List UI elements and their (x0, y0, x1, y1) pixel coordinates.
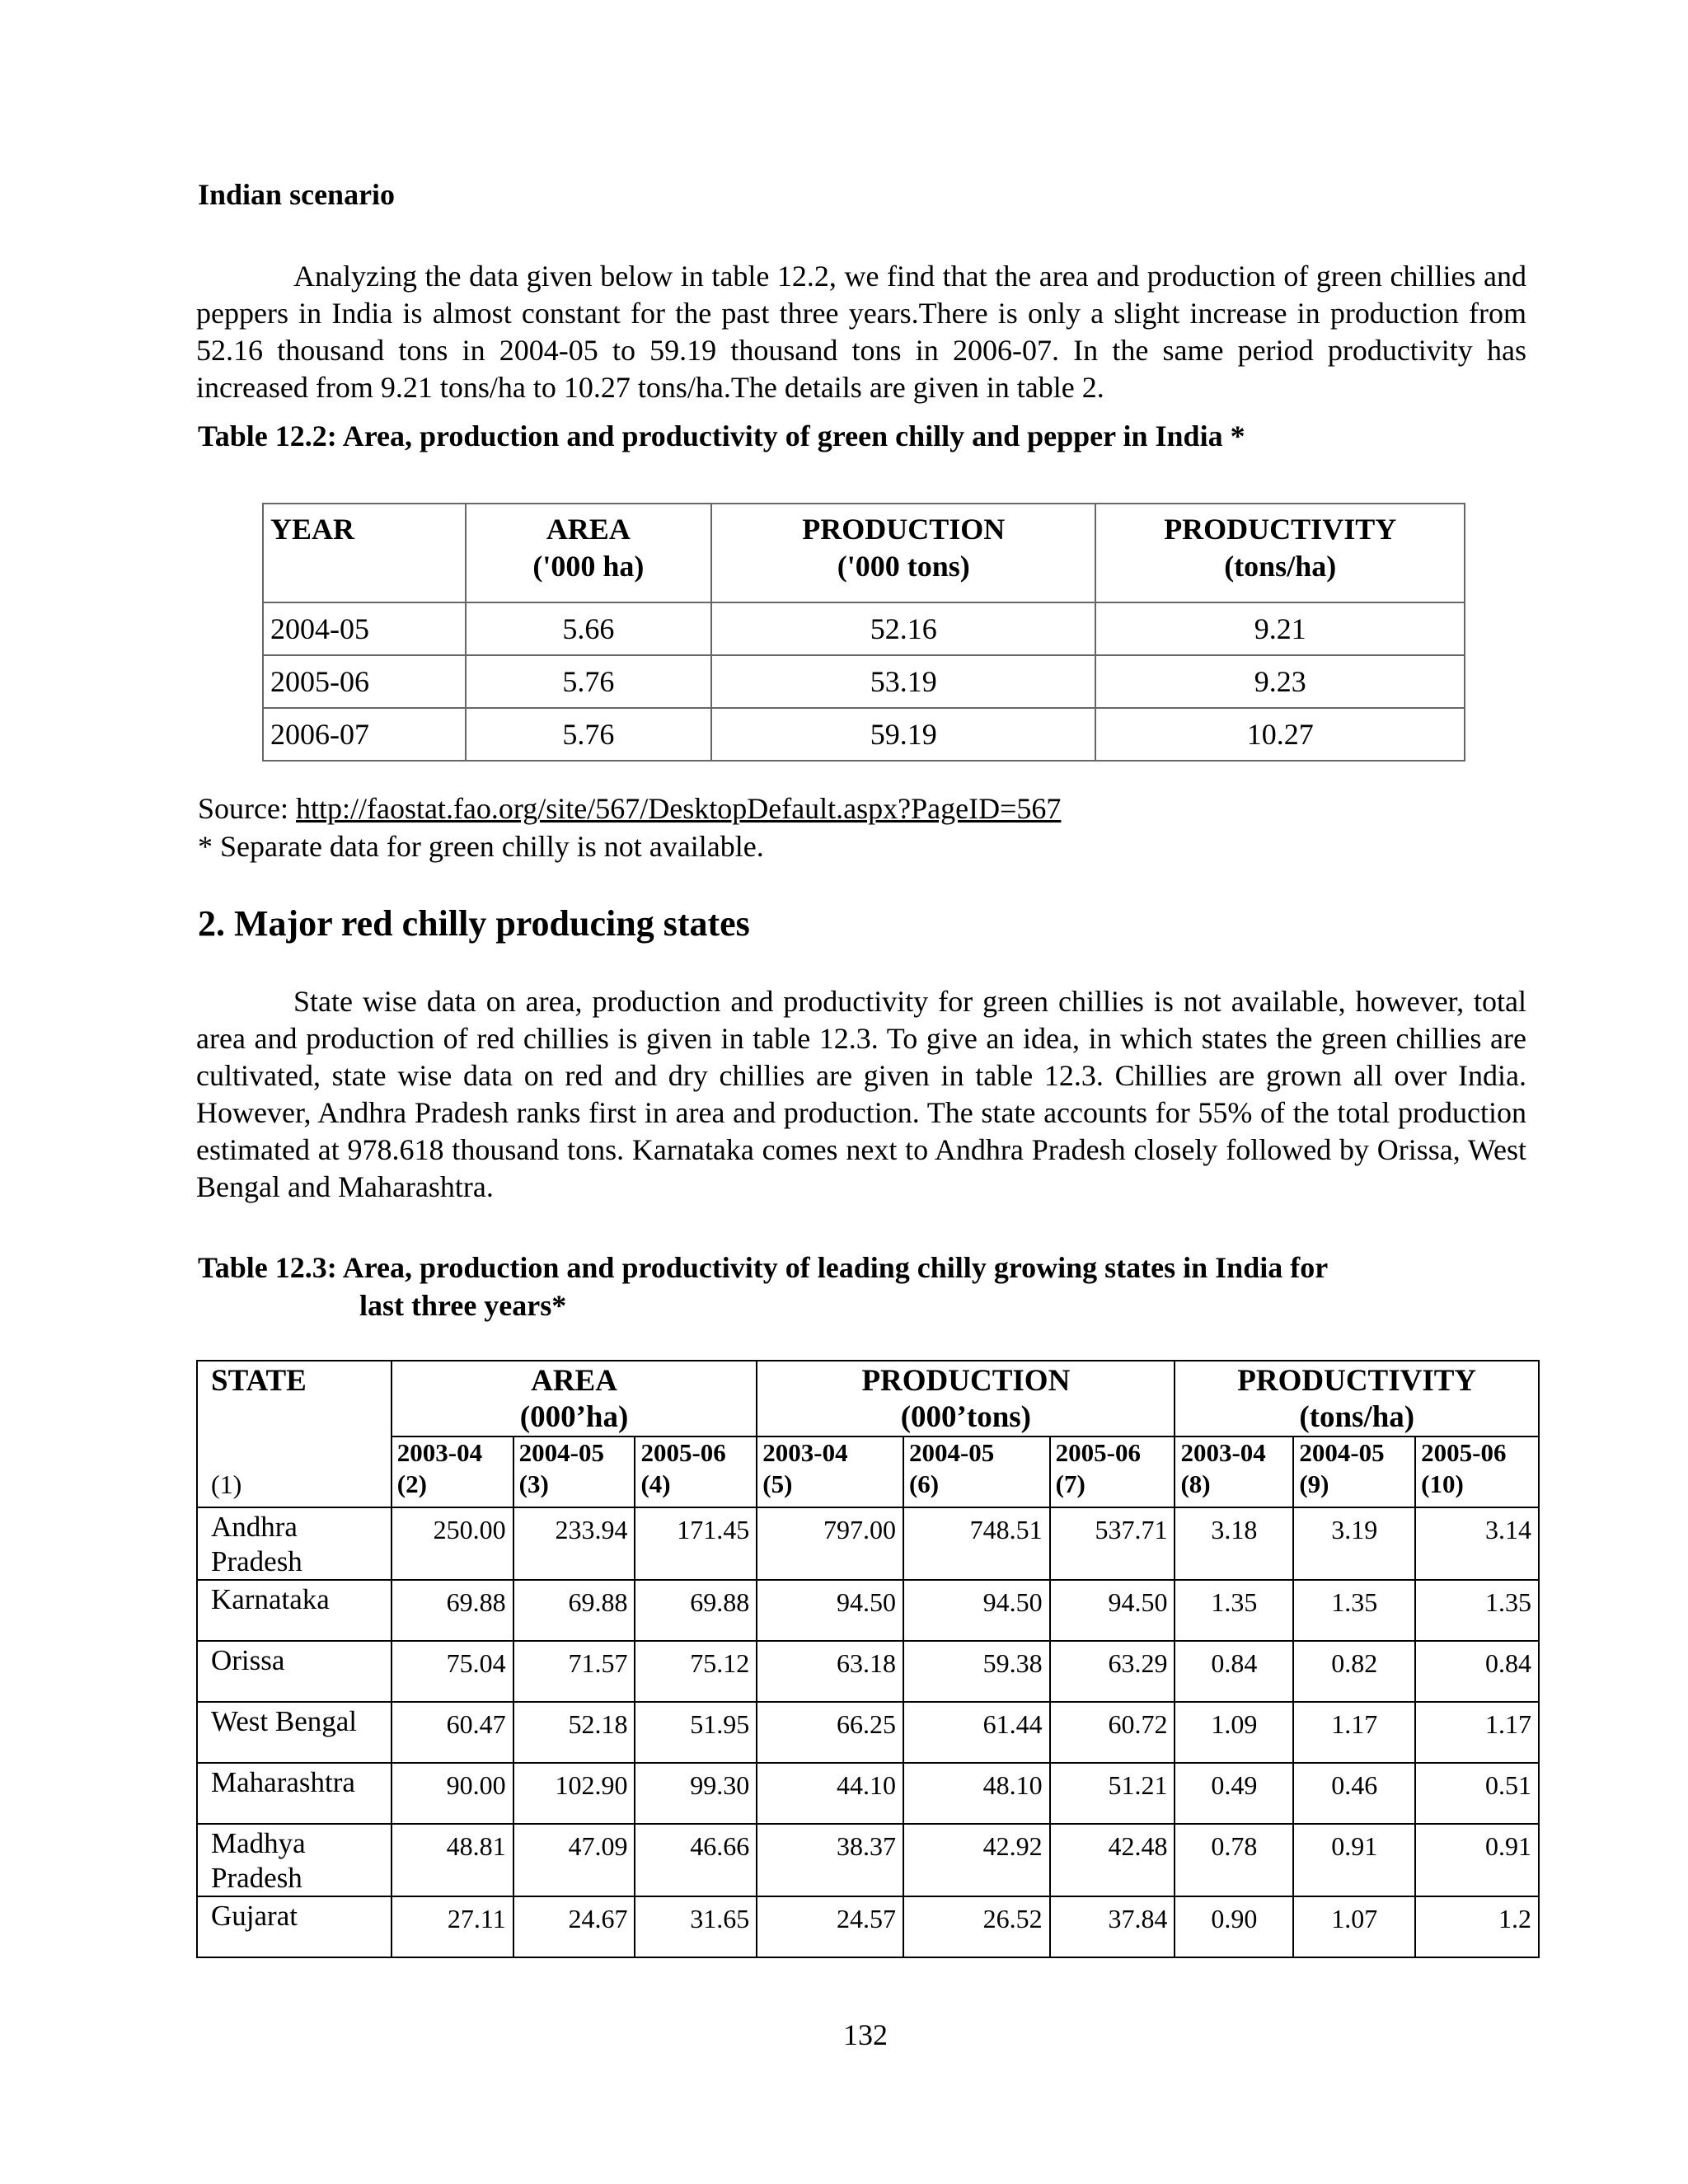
section-title: 2. Major red chilly producing states (198, 903, 750, 944)
value-cell: 24.57 (757, 1896, 903, 1957)
value-cell: 250.00 (392, 1507, 513, 1580)
value-cell: 69.88 (513, 1580, 635, 1641)
value-cell: 48.10 (903, 1763, 1050, 1824)
value-cell: 0.46 (1293, 1763, 1415, 1824)
cell-productivity: 10.27 (1095, 708, 1465, 761)
value-cell: 63.29 (1050, 1641, 1175, 1702)
source-block (198, 790, 1061, 865)
value-cell: 42.92 (903, 1824, 1050, 1896)
state-header: STATE (1) (197, 1361, 392, 1507)
cell-area: 5.76 (466, 655, 711, 708)
table-12-2-header-row (263, 504, 1465, 602)
year-col: 2005-06 (7) (1050, 1436, 1175, 1507)
value-cell: 37.84 (1050, 1896, 1175, 1957)
source-link[interactable]: http://faostat.fao.org/site/567/DesktopDefault.aspx?PageID=567 (295, 792, 1062, 825)
value-cell: 46.66 (635, 1824, 757, 1896)
value-cell: 0.84 (1175, 1641, 1293, 1702)
cell-year: 2004-05 (263, 602, 466, 655)
value-cell: 537.71 (1050, 1507, 1175, 1580)
value-cell: 69.88 (392, 1580, 513, 1641)
cell-production: 53.19 (711, 655, 1095, 708)
value-cell: 3.18 (1175, 1507, 1293, 1580)
year-col: 2003-04 (8) (1175, 1436, 1293, 1507)
value-cell: 71.57 (513, 1641, 635, 1702)
group-header-row (197, 1361, 1539, 1436)
table-row (263, 602, 1465, 655)
group-productivity: PRODUCTIVITY (tons/ha) (1175, 1361, 1539, 1436)
value-cell: 90.00 (392, 1763, 513, 1824)
year-col: 2003-04 (5) (757, 1436, 903, 1507)
cell-area: 5.76 (466, 708, 711, 761)
header-productivity: PRODUCTIVITY (tons/ha) (1095, 504, 1465, 602)
value-cell: 69.88 (635, 1580, 757, 1641)
caption-line-1: Table 12.3: Area, production and productivity of leading chilly growing states in India for (198, 1251, 1329, 1284)
table-12-2 (262, 503, 1465, 762)
value-cell: 1.35 (1293, 1580, 1415, 1641)
table-12-3-caption (198, 1249, 1328, 1324)
value-cell: 44.10 (757, 1763, 903, 1824)
value-cell: 51.95 (635, 1702, 757, 1763)
value-cell: 0.84 (1415, 1641, 1539, 1702)
table-row (197, 1702, 1539, 1763)
table-row (197, 1507, 1539, 1580)
cell-year: 2006-07 (263, 708, 466, 761)
source-label: Source: (198, 792, 296, 825)
value-cell: 51.21 (1050, 1763, 1175, 1824)
value-cell: 3.14 (1415, 1507, 1539, 1580)
value-cell: 38.37 (757, 1824, 903, 1896)
header-year: YEAR (263, 504, 466, 602)
value-cell: 0.91 (1415, 1824, 1539, 1896)
value-cell: 1.17 (1415, 1702, 1539, 1763)
value-cell: 75.04 (392, 1641, 513, 1702)
state-col-number: (1) (211, 1469, 242, 1499)
table-row (197, 1580, 1539, 1641)
value-cell: 1.2 (1415, 1896, 1539, 1957)
cell-production: 59.19 (711, 708, 1095, 761)
table-row (263, 655, 1465, 708)
table-12-3 (196, 1360, 1540, 1958)
table-row (263, 708, 1465, 761)
value-cell: 94.50 (903, 1580, 1050, 1641)
group-production: PRODUCTION (000’tons) (757, 1361, 1175, 1436)
value-cell: 52.18 (513, 1702, 635, 1763)
state-name: Gujarat (197, 1896, 392, 1957)
table-row (197, 1824, 1539, 1896)
year-col: 2003-04 (2) (392, 1436, 513, 1507)
value-cell: 26.52 (903, 1896, 1050, 1957)
value-cell: 1.35 (1175, 1580, 1293, 1641)
value-cell: 94.50 (1050, 1580, 1175, 1641)
value-cell: 63.18 (757, 1641, 903, 1702)
cell-year: 2005-06 (263, 655, 466, 708)
state-name: West Bengal (197, 1702, 392, 1763)
value-cell: 3.19 (1293, 1507, 1415, 1580)
value-cell: 1.07 (1293, 1896, 1415, 1957)
value-cell: 94.50 (757, 1580, 903, 1641)
value-cell: 0.82 (1293, 1641, 1415, 1702)
source-note: * Separate data for green chilly is not available. (198, 830, 764, 863)
value-cell: 0.49 (1175, 1763, 1293, 1824)
state-name: Andhra Pradesh (197, 1507, 392, 1580)
year-col: 2004-05 (6) (903, 1436, 1050, 1507)
value-cell: 59.38 (903, 1641, 1050, 1702)
value-cell: 60.72 (1050, 1702, 1175, 1763)
value-cell: 102.90 (513, 1763, 635, 1824)
value-cell: 61.44 (903, 1702, 1050, 1763)
value-cell: 171.45 (635, 1507, 757, 1580)
value-cell: 233.94 (513, 1507, 635, 1580)
year-col: 2004-05 (3) (513, 1436, 635, 1507)
value-cell: 1.17 (1293, 1702, 1415, 1763)
value-cell: 1.35 (1415, 1580, 1539, 1641)
value-cell: 99.30 (635, 1763, 757, 1824)
cell-area: 5.66 (466, 602, 711, 655)
value-cell: 24.67 (513, 1896, 635, 1957)
value-cell: 1.09 (1175, 1702, 1293, 1763)
indian-scenario-heading: Indian scenario (198, 178, 396, 211)
indian-scenario-paragraph: Analyzing the data given below in table 12.2, we find that the area and production of green chillies and peppers in India is almost constant for the past three years.There is only a slight increase in production from 52.16 thousand tons in 2004-05 to 59.19 thousand tons in 2006-07. In the same period productivity has increased from 9.21 tons/ha to 10.27 tons/ha.The details are given in table 2. (196, 260, 1526, 404)
state-name: Maharashtra (197, 1763, 392, 1824)
value-cell: 60.47 (392, 1702, 513, 1763)
year-col: 2005-06 (4) (635, 1436, 757, 1507)
year-col: 2004-05 (9) (1293, 1436, 1415, 1507)
header-area: AREA ('000 ha) (466, 504, 711, 602)
table-row (197, 1641, 1539, 1702)
value-cell: 27.11 (392, 1896, 513, 1957)
table-row (197, 1763, 1539, 1824)
header-production: PRODUCTION ('000 tons) (711, 504, 1095, 602)
value-cell: 748.51 (903, 1507, 1050, 1580)
state-name: Madhya Pradesh (197, 1824, 392, 1896)
table-12-2-caption: Table 12.2: Area, production and productivity of green chilly and pepper in India * (198, 419, 1245, 452)
value-cell: 31.65 (635, 1896, 757, 1957)
cell-production: 52.16 (711, 602, 1095, 655)
section-paragraph: State wise data on area, production and productivity for green chillies is not available, however, total area and production of red chillies is given in table 12.3. To give an idea, in which states the green chillies are cultivated, state wise data on red and dry chillies are given in table 12.3. Chillies are grown all over India. However, Andhra Pradesh ranks first in area and production. The state accounts for 55% of the total production estimated at 978.618 thousand tons. Karnataka comes next to Andhra Pradesh closely followed by Orissa, West Bengal and Maharashtra. (196, 985, 1526, 1203)
group-area: AREA (000’ha) (392, 1361, 757, 1436)
value-cell: 0.91 (1293, 1824, 1415, 1896)
caption-line-2: last three years* (359, 1289, 567, 1322)
value-cell: 797.00 (757, 1507, 903, 1580)
page-number: 132 (843, 2018, 888, 2051)
table-row (197, 1896, 1539, 1957)
value-cell: 66.25 (757, 1702, 903, 1763)
year-col: 2005-06 (10) (1415, 1436, 1539, 1507)
value-cell: 0.90 (1175, 1896, 1293, 1957)
value-cell: 42.48 (1050, 1824, 1175, 1896)
state-name: Orissa (197, 1641, 392, 1702)
state-name: Karnataka (197, 1580, 392, 1641)
value-cell: 0.78 (1175, 1824, 1293, 1896)
value-cell: 75.12 (635, 1641, 757, 1702)
cell-productivity: 9.21 (1095, 602, 1465, 655)
value-cell: 48.81 (392, 1824, 513, 1896)
value-cell: 47.09 (513, 1824, 635, 1896)
value-cell: 0.51 (1415, 1763, 1539, 1824)
cell-productivity: 9.23 (1095, 655, 1465, 708)
year-header-row (197, 1436, 1539, 1507)
